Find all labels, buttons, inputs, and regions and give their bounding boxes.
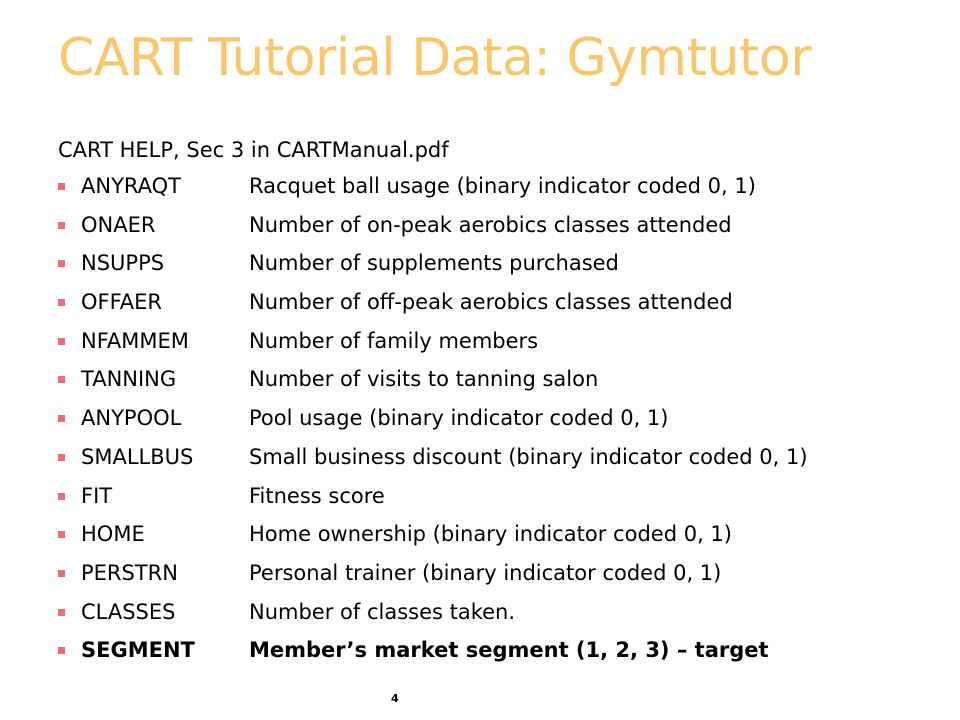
bullet-icon bbox=[58, 531, 65, 538]
variable-row-nfammem bbox=[58, 328, 938, 370]
bullet-icon bbox=[58, 299, 65, 306]
variable-description: Personal trainer (binary indicator coded 0, 1) bbox=[249, 560, 722, 585]
variable-row-perstrn bbox=[58, 560, 938, 602]
variable-name: TANNING bbox=[81, 367, 177, 392]
variable-description: Number of visits to tanning salon bbox=[249, 367, 599, 392]
bullet-icon bbox=[58, 609, 65, 616]
variable-description: Pool usage (binary indicator coded 0, 1) bbox=[249, 406, 669, 431]
variable-description: Number of supplements purchased bbox=[249, 251, 619, 276]
bullet-icon bbox=[58, 493, 65, 500]
bullet-icon bbox=[58, 570, 65, 577]
variable-name: NFAMMEM bbox=[81, 328, 189, 353]
bullet-icon bbox=[58, 183, 65, 190]
variable-name: CLASSES bbox=[81, 599, 176, 624]
bullet-icon bbox=[58, 260, 65, 267]
variable-name: SMALLBUS bbox=[81, 444, 194, 469]
variable-name: HOME bbox=[81, 522, 145, 547]
variable-row-anyraqt bbox=[58, 176, 938, 215]
bullet-icon bbox=[58, 338, 65, 345]
variable-row-tanning bbox=[58, 369, 938, 408]
variable-row-onaer bbox=[58, 212, 938, 254]
variable-list bbox=[58, 176, 938, 679]
variable-row-classes bbox=[58, 599, 938, 641]
variable-row-anypool bbox=[58, 408, 938, 447]
variable-description: Number of classes taken. bbox=[249, 599, 516, 624]
slide-title: CART Tutorial Data: Gymtutor bbox=[58, 28, 812, 88]
bullet-icon bbox=[58, 376, 65, 383]
variable-description: Racquet ball usage (binary indicator coded 0, 1) bbox=[249, 174, 756, 198]
variable-name: FIT bbox=[81, 483, 113, 508]
page-number: 4 bbox=[391, 692, 399, 705]
bullet-icon bbox=[58, 454, 65, 461]
variable-name: ANYPOOL bbox=[81, 406, 182, 431]
variable-row-home bbox=[58, 524, 938, 563]
variable-row-segment bbox=[58, 640, 938, 679]
variable-row-smallbus bbox=[58, 444, 938, 486]
variable-row-offaer bbox=[58, 292, 938, 331]
bullet-icon bbox=[58, 647, 65, 654]
variable-row-nsupps bbox=[58, 253, 938, 292]
bullet-icon bbox=[58, 222, 65, 229]
variable-name: NSUPPS bbox=[81, 251, 165, 276]
variable-description: Number of off-peak aerobics classes attended bbox=[249, 290, 733, 315]
variable-description: Member’s market segment (1, 2, 3) – target bbox=[249, 638, 769, 663]
intro-text: CART HELP, Sec 3 in CARTManual.pdf bbox=[58, 138, 449, 162]
variable-description: Number of on-peak aerobics classes attended bbox=[249, 212, 732, 237]
variable-row-fit bbox=[58, 483, 938, 525]
variable-name: SEGMENT bbox=[81, 638, 195, 663]
variable-description: Fitness score bbox=[249, 483, 385, 508]
variable-name: ANYRAQT bbox=[81, 174, 181, 198]
bullet-icon bbox=[58, 415, 65, 422]
variable-name: ONAER bbox=[81, 212, 156, 237]
variable-description: Home ownership (binary indicator coded 0, 1) bbox=[249, 522, 732, 547]
variable-description: Number of family members bbox=[249, 328, 539, 353]
variable-name: OFFAER bbox=[81, 290, 162, 315]
variable-description: Small business discount (binary indicator coded 0, 1) bbox=[249, 444, 808, 469]
variable-name: PERSTRN bbox=[81, 560, 178, 585]
